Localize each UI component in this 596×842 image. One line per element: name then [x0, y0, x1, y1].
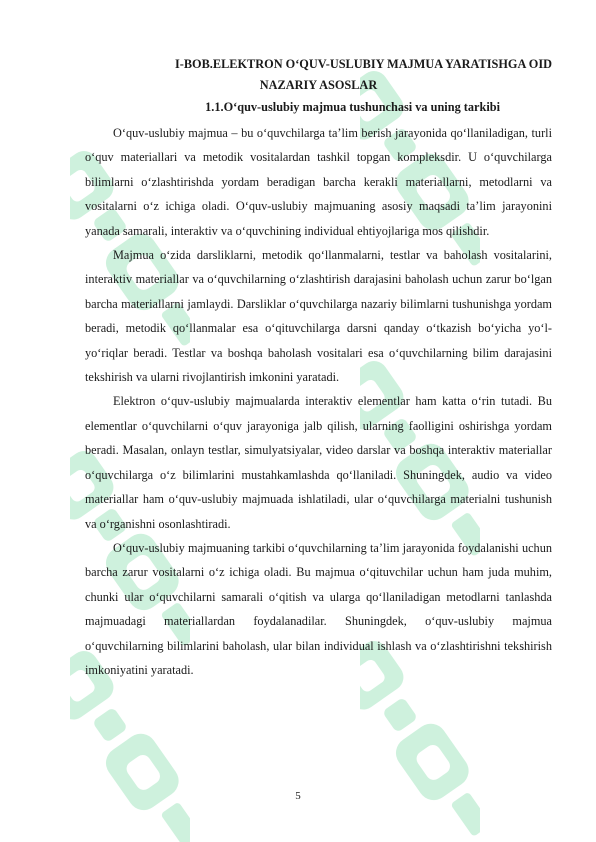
paragraph: O‘quv-uslubiy majmuaning tarkibi o‘quvchilarning ta’lim jarayonida foydalanishi uchun barcha zarur vositalarni o‘z ichiga oladi. Bu majmua o‘qituvchilar uchun ham juda muhim, chunki ular o‘quvchilarni samarali o‘qitish va ularga qo‘llaniladigan metodlarni tanlashda majmuadagi materiallardan foydalanadilar. Shuningdek, o‘quv-uslubiy majmua o‘quvchilarning bilimlarini baholash, ular bilan individual ishlash va o‘zlashtirishni tekshirish imkoniyatini yaratadi. — [85, 540, 552, 677]
chapter-title-continued: NAZARIY ASOSLAR — [259, 78, 378, 92]
paragraph: O‘quv-uslubiy majmua – bu o‘quvchilarga ta’lim berish jarayonida qo‘llaniladigan, turli o‘quv materiallari va metodik vositalardan tashkil topgan kompleksdir. U o‘quvchilarga bilimlarni o‘zlashtirishda yordam beradigan barcha kerakli materiallarni, metodlarni va vositalarni o‘z ichiga oladi. O‘quv-uslubiy majmuaning asosiy maqsadi ta’lim jarayonini yanada samarali, interaktiv va o‘quvchining individual ehtiyojlariga mos qilishdir. — [85, 126, 552, 238]
section-title: 1.1.O‘quv-uslubiy majmua tushunchasi va uning tarkibi — [205, 100, 500, 114]
paragraph: Majmua o‘zida darsliklarni, metodik qo‘llanmalarni, testlar va baholash vositalarini, interaktiv materiallar va o‘quvchilarning o‘zlashtirish darajasini baholash uchun zarur bo‘lgan barcha materiallarni jamlaydi. Darsliklar o‘quvchilarga nazariy bilimlarni tushunishga yordam beradi, metodik qo‘llanmalar esa o‘qituvchilarga darsni qanday o‘tkazish bo‘yicha yo‘l-yo‘riqlar beradi. Testlar va boshqa baholash vositalari esa o‘quvchilarning bilim darajasini tekshirish va ularni rivojlantirish imkonini yaratadi. — [85, 248, 552, 385]
chapter-title: I-BOB.ELEKTRON O‘QUV-USLUBIY MAJMUA YARATISHGA OID — [174, 57, 552, 71]
document-body — [85, 54, 552, 682]
page-number: 5 — [295, 790, 301, 802]
paragraph: Elektron o‘quv-uslubiy majmualarda interaktiv elementlar ham katta o‘rin tutadi. Bu elementlar o‘quvchilarni o‘quv jarayoniga jalb qilish, ularning faolligini oshirishga yordam beradi. Masalan, onlayn testlar, simulyatsiyalar, video darslar va boshqa interaktiv materiallar o‘quvchilarga o‘z bilimlarini mustahkamlashda qo‘llaniladi. Shuningdek, audio va video materiallar ham o‘quv-uslubiy majmuada ishlatiladi, ular o‘quvchilarga materialni tushunish va o‘rganishni osonlashtiradi. — [85, 394, 552, 531]
